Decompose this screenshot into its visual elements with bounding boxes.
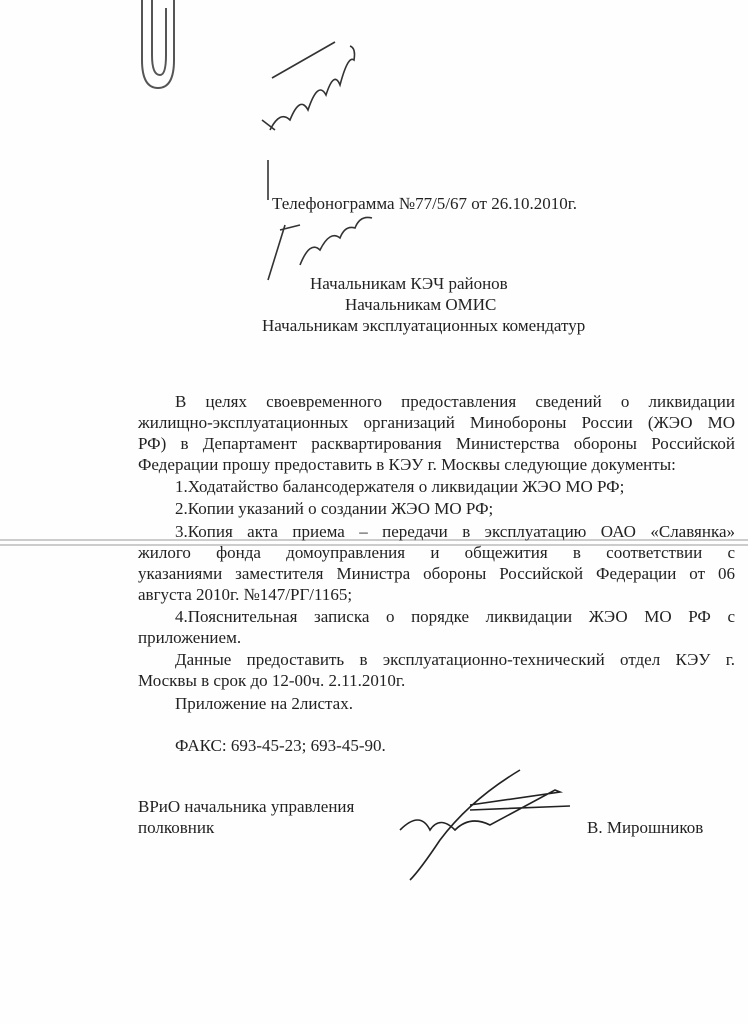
paperclip-icon [142, 0, 174, 88]
list-item-1: 1.Ходатайство балансодержателя о ликвидации ЖЭО МО РФ; [175, 477, 625, 496]
addressee-2: Начальникам ОМИС [345, 295, 497, 314]
list-item-4-cont: приложением. [138, 628, 242, 647]
fax-numbers: ФАКС: 693-45-23; 693-45-90. [175, 736, 386, 755]
list-item-3-cont: августа 2010г. №147/РГ/1165; [138, 585, 353, 604]
list-item-4: 4.Пояснительная записка о порядке ликвидации ЖЭО МО РФ с [175, 607, 735, 626]
handwritten-resolution [262, 42, 372, 280]
addressee-3: Начальникам эксплуатационных комендатур [262, 316, 586, 335]
deadline-text: Данные предоставить в эксплуатационно-технический отдел КЭУ г. [175, 650, 735, 669]
list-item-2: 2.Копии указаний о создании ЖЭО МО РФ; [175, 499, 494, 518]
list-item-3-cont: указаниями заместителя Министра обороны Российской Федерации от 06 [138, 564, 735, 583]
list-item-3: 3.Копия акта приема – передачи в эксплуатацию ОАО «Славянка» [175, 522, 735, 541]
signatory-name: В. Мирошников [587, 818, 704, 837]
body-line: Федерации прошу предоставить в КЭУ г. Москвы следующие документы: [138, 455, 676, 474]
signatory-rank: полковник [138, 818, 215, 837]
document-title: Телефонограмма №77/5/67 от 26.10.2010г. [272, 194, 578, 213]
signature-scribble [400, 770, 570, 880]
body-line: жилищно-эксплуатационных организаций Минобороны России (ЖЭО МО [138, 413, 735, 432]
list-item-3-cont: жилого фонда домоуправления и общежития в соответствии с [138, 543, 735, 562]
body-line: В целях своевременного предоставления сведений о ликвидации [175, 392, 735, 411]
body-line: РФ) в Департамент расквартирования Министерства обороны Российской [138, 434, 735, 453]
addressee-1: Начальникам КЭЧ районов [310, 274, 508, 293]
attachment-note: Приложение на 2листах. [175, 694, 353, 713]
signatory-position: ВРиО начальника управления [138, 797, 355, 816]
deadline-text-cont: Москвы в срок до 12-00ч. 2.11.2010г. [138, 671, 406, 690]
